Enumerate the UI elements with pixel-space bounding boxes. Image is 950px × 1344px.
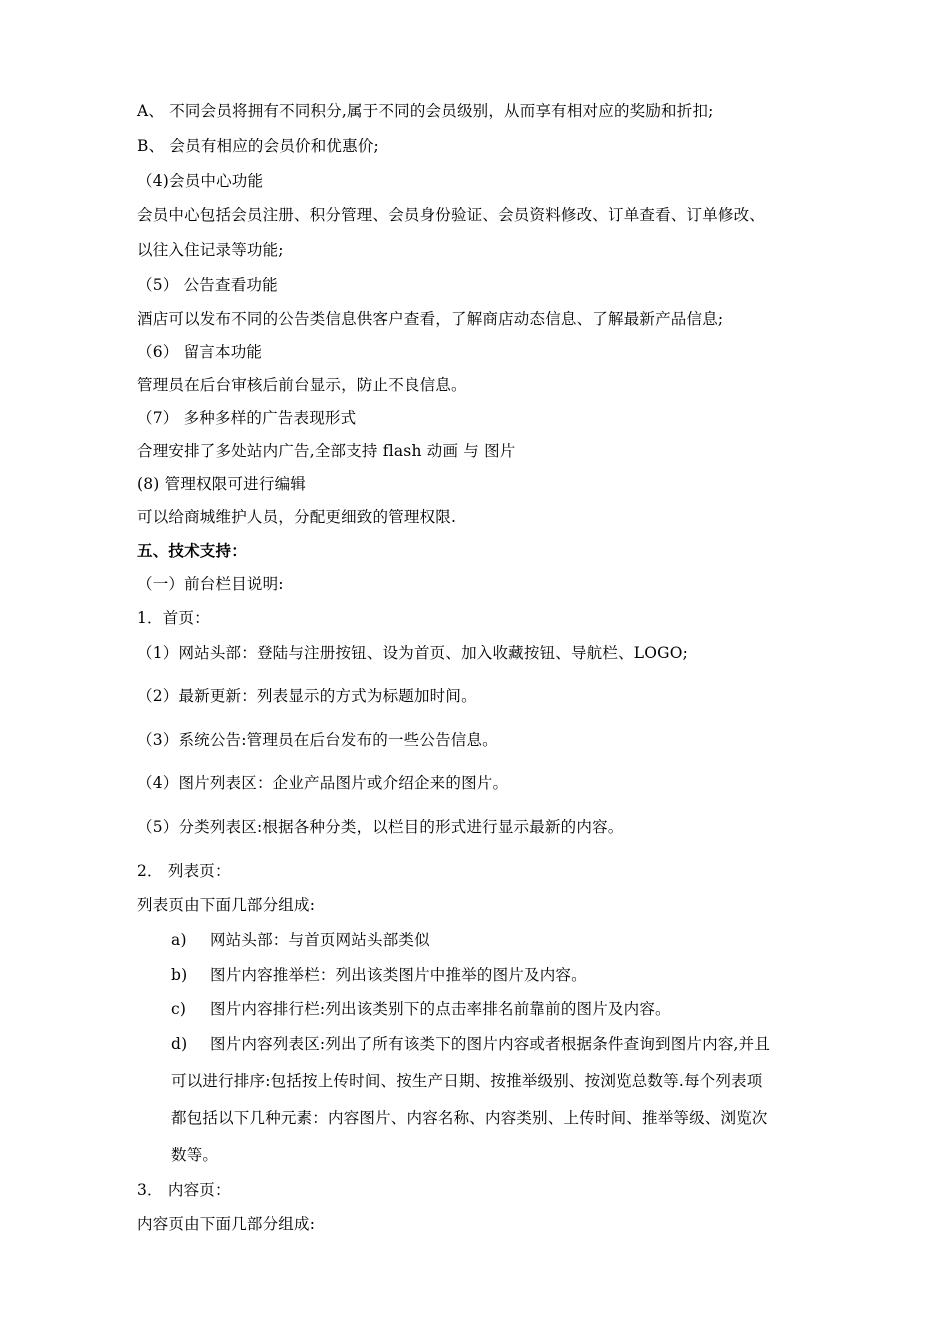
list-item-continuation: 都包括以下几种元素：内容图片、内容名称、内容类别、上传时间、推举等级、浏览次 [171, 1109, 768, 1127]
paragraph-member-center: 会员中心包括会员注册、积分管理、会员身份验证、会员资料修改、订单查看、订单修改、 [137, 206, 766, 224]
heading-member-center: （4)会员中心功能 [137, 172, 264, 190]
home-item-header: （1）网站头部：登陆与注册按钮、设为首页、加入收藏按钮、导航栏、LOGO; [137, 644, 689, 662]
list-text: 网站头部：与首页网站头部类似 [210, 931, 430, 949]
home-item-latest: （2）最新更新：列表显示的方式为标题加时间。 [137, 687, 477, 705]
home-item-images: （4）图片列表区：企业产品图片或介绍企来的图片。 [137, 774, 509, 792]
heading-ads: （7） 多种多样的广告表现形式 [137, 409, 357, 427]
subsection-frontend: （一）前台栏目说明: [137, 575, 284, 593]
home-item-categories: （5）分类列表区:根据各种分类，以栏目的形式进行显示最新的内容。 [137, 818, 624, 836]
heading-notice: （5） 公告查看功能 [137, 276, 278, 294]
list-marker: b) [171, 966, 188, 984]
paragraph-admin-rights: 可以给商城维护人员，分配更细致的管理权限. [137, 508, 457, 526]
section-title-tech-support: 五、技术支持： [137, 541, 247, 560]
heading-admin-rights: (8) 管理权限可进行编辑 [137, 475, 306, 493]
list-item-continuation: 数等。 [171, 1146, 219, 1164]
list-item-continuation: 可以进行排序:包括按上传时间、按生产日期、按推举级别、按浏览总数等.每个列表项 [171, 1072, 763, 1090]
paragraph-list-page: 列表页由下面几部分组成: [137, 896, 316, 914]
paragraph-member-center-cont: 以往入住记录等功能; [137, 241, 284, 259]
line-member-points: A、 不同会员将拥有不同积分,属于不同的会员级别，从而享有相对应的奖励和折扣; [137, 102, 714, 120]
heading-guestbook: （6） 留言本功能 [137, 343, 263, 361]
list-marker: d) [171, 1035, 188, 1053]
heading-home: 1．首页： [137, 609, 210, 627]
home-item-notice: （3）系统公告:管理员在后台发布的一些公告信息。 [137, 731, 498, 749]
paragraph-ads: 合理安排了多处站内广告,全部支持 flash 动画 与 图片 [137, 442, 516, 460]
list-marker: c) [171, 1000, 187, 1018]
list-text: 图片内容推举栏：列出该类图片中推举的图片及内容。 [210, 966, 587, 984]
line-member-price: B、 会员有相应的会员价和优惠价; [137, 137, 379, 155]
list-marker: a) [171, 931, 187, 949]
list-text: 图片内容排行栏:列出该类别下的点击率排名前靠前的图片及内容。 [210, 1000, 671, 1018]
paragraph-content-page: 内容页由下面几部分组成: [137, 1215, 316, 1233]
list-text: 图片内容列表区:列出了所有该类下的图片内容或者根据条件查询到图片内容,并且 [210, 1035, 771, 1053]
paragraph-guestbook: 管理员在后台审核后前台显示，防止不良信息。 [137, 376, 467, 394]
paragraph-notice: 酒店可以发布不同的公告类信息供客户查看，了解商店动态信息、了解最新产品信息; [137, 310, 724, 328]
heading-list-page: 2． 列表页： [137, 862, 231, 880]
heading-content-page: 3． 内容页： [137, 1181, 231, 1199]
